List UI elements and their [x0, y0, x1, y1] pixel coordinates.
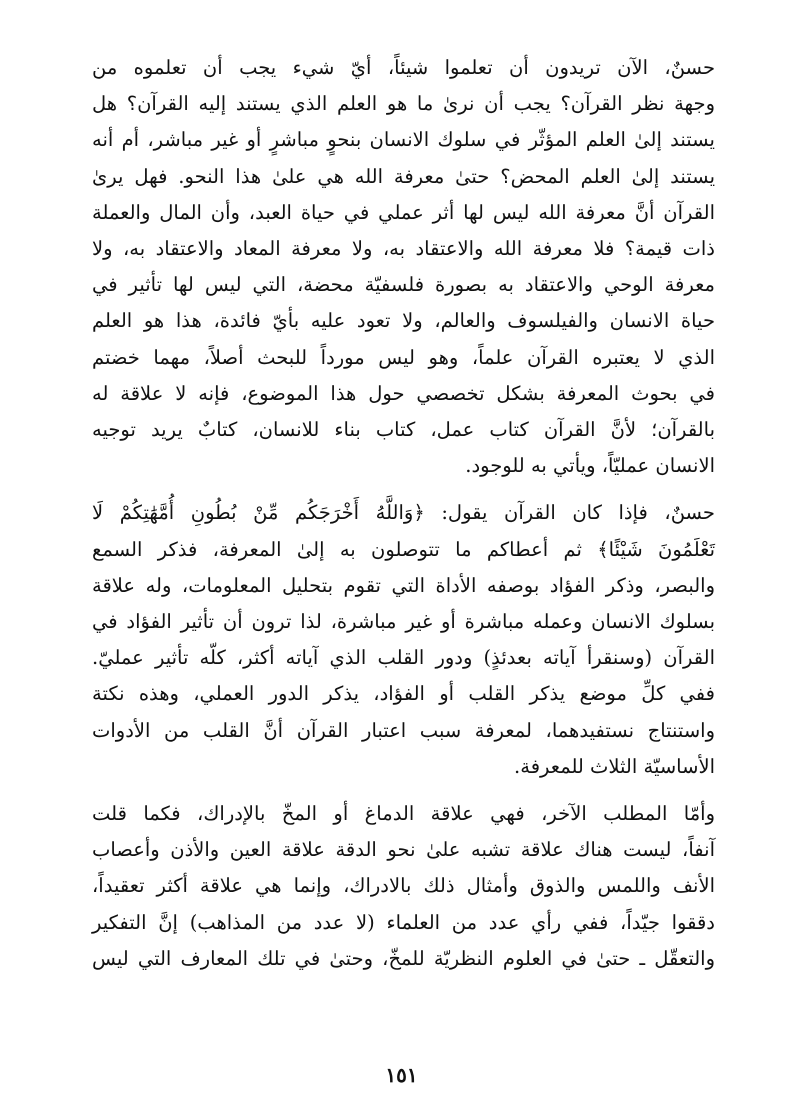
text-line: حسنٌ، الآن تريدون أن تعلموا شيئاً، أيّ شيء يجب أن تعلموه من	[92, 56, 715, 79]
text-line: معرفة الوحي والاعتقاد به بصورة فلسفيّة محضة، التي ليس لها تأثير في	[92, 273, 715, 297]
text-line: وأمّا المطلب الآخر، فهي علاقة الدماغ أو المخّ بالإدراك، فكما قلت	[92, 802, 715, 826]
text-line: ففي كلِّ موضع يذكر القلب أو الفؤاد، يذكر الدور العملي، وهذه نكتة	[92, 682, 715, 706]
text-line: القرآن (وسنقرأ آياته بعدئذٍ) ودور القلب الذي آياته أكثر، كلّه تأثير عمليّ.	[92, 646, 715, 670]
text-line: واستنتاج نستفيدهما، لمعرفة سبب اعتبار القرآن أنَّ القلب من الأدوات	[92, 718, 715, 742]
text-line: دققوا جيّداً، ففي رأي عدد من العلماء (لا عدد من المذاهب) إنَّ التفكير	[92, 910, 715, 934]
text-line: الأنف واللمس والذوق وأمثال ذلك بالادراك، وإنما هي علاقة أكثر تعقيداً،	[92, 874, 715, 898]
text-line: وجهة نظر القرآن؟ يجب أن نرىٰ ما هو العلم الذي يستند إليه القرآن؟ هل	[92, 92, 715, 116]
text-line: الذي لا يعتبره القرآن علماً، وهو ليس مورداً للبحث أصلاً، مهما خضتم	[92, 345, 715, 369]
text-line: يستند إلىٰ العلم المحض؟ حتىٰ معرفة الله هي علىٰ هذا النحو. فهل يرىٰ	[92, 164, 715, 188]
text-line: والتعقّل ـ حتىٰ في العلوم النظريّة للمخّ، وحتىٰ في تلك المعارف التي ليس	[92, 946, 715, 970]
quran-verse-line: تَعْلَمُونَ شَيْئًا﴾ ثم أعطاكم ما تتوصلون به إلىٰ المعرفة، فذكر السمع	[92, 537, 715, 561]
text-line: الانسان عمليّاً، ويأتي به للوجود.	[465, 454, 715, 478]
text-line: آنفاً، ليست هناك علاقة تشبه علىٰ نحو الدقة علاقة العين والأذن وأعصاب	[92, 838, 715, 862]
text-line: ذات قيمة؟ فلا معرفة الله والاعتقاد به، ولا معرفة المعاد والاعتقاد به، ولا	[92, 237, 715, 261]
text-line: والبصر، وذكر الفؤاد بوصفه الأداة التي تقوم بتحليل المعلومات، وله علاقة	[92, 573, 715, 597]
text-line: حياة الانسان والفيلسوف والعالم، ولا تعود عليه بأيّ فائدة، هذا هو العلم	[92, 309, 715, 333]
text-line: بسلوك الانسان وعمله مباشرة أو غير مباشرة، لذا ترون أن تأثير الفؤاد في	[92, 610, 715, 634]
quran-verse-line: حسنٌ، فإذا كان القرآن يقول: ﴿وَاللَّهُ أَخْرَجَكُم مِّنْ بُطُونِ أُمَّهَٰتِكُمْ لَا	[92, 501, 715, 525]
text-line: في بحوث المعرفة بشكل تخصصي حول هذا الموضوع، فإنه لا علاقة له	[92, 381, 715, 405]
text-line: يستند إلىٰ العلم المؤثّر في سلوك الانسان بنحوٍ مباشرٍ أو غير مباشر، أم أنه	[92, 128, 715, 152]
paragraph-1	[92, 50, 715, 484]
text-line: القرآن أنَّ معرفة الله ليس لها أثر عملي في حياة العبد، وأن المال والعملة	[92, 200, 715, 224]
page-number: ١٥١	[385, 1063, 418, 1087]
text-line: الأساسيّة الثلاث للمعرفة.	[514, 754, 715, 778]
paragraph-3	[92, 796, 715, 977]
paragraph-2	[92, 495, 715, 785]
text-line: بالقرآن؛ لأنَّ القرآن كتاب عمل، كتاب بناء للانسان، كتابٌ يريد توجيه	[92, 418, 715, 442]
page-body	[92, 50, 715, 1053]
